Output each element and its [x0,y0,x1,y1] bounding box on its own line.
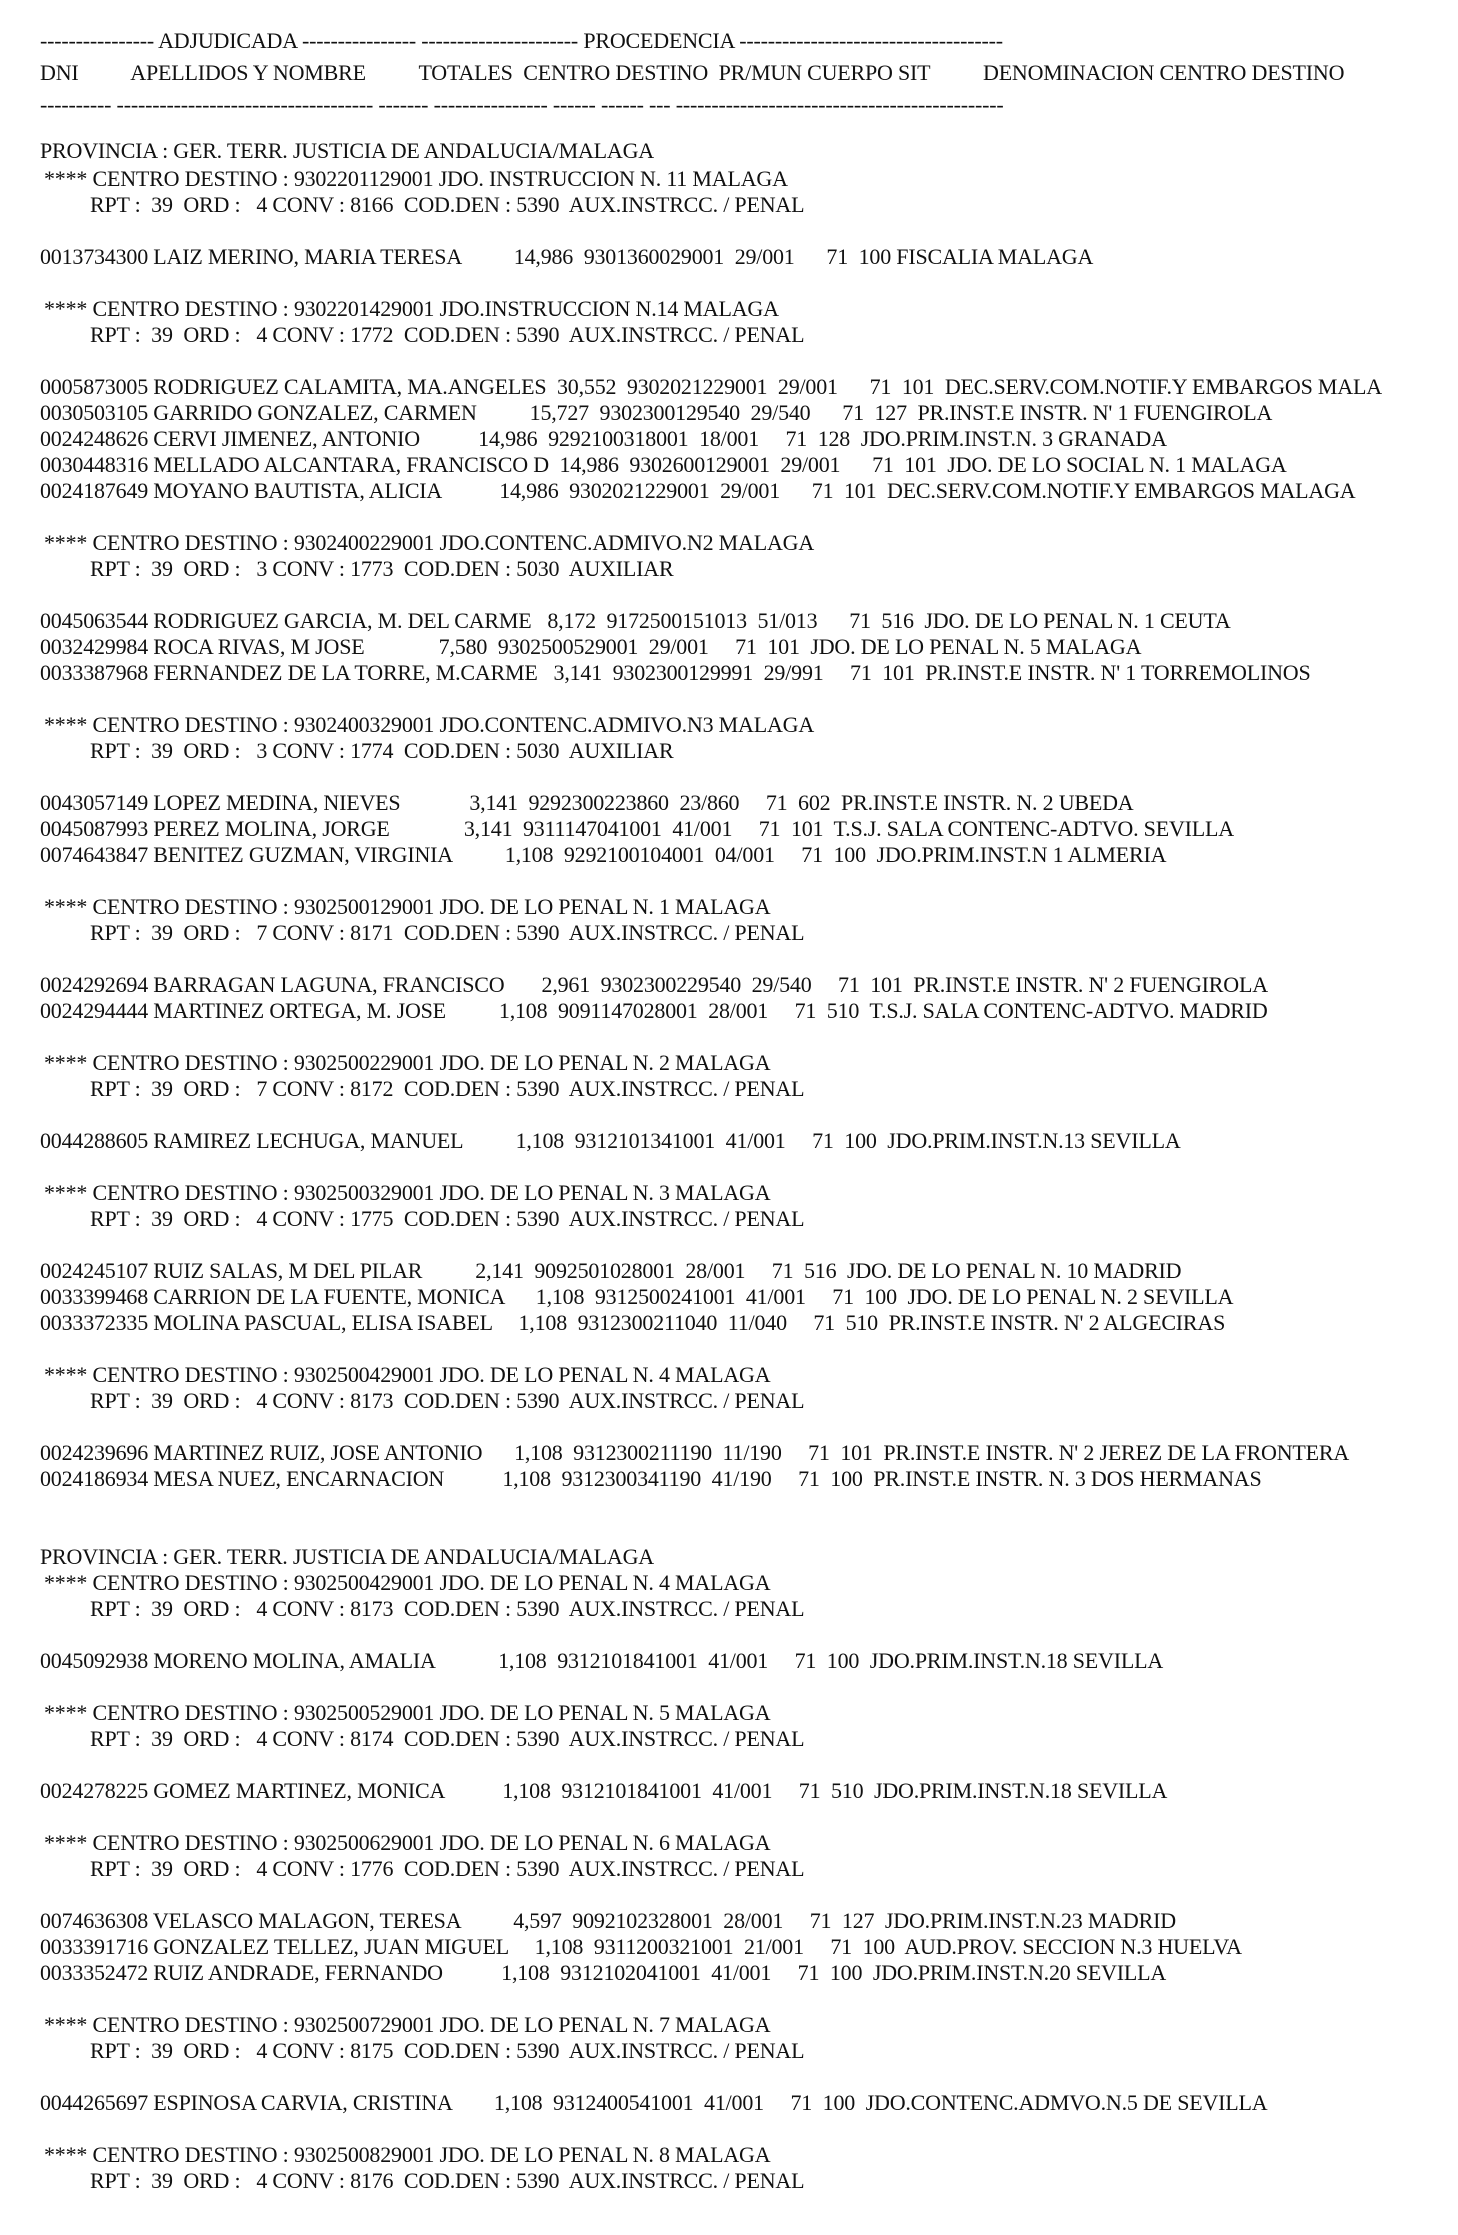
record-row: 0033352472 RUIZ ANDRADE, FERNANDO 1,108 9312102041001 41/001 71 100 JDO.PRIM.INST.N.20 SEVILLA [40,1960,1167,1985]
record-row: 0030503105 GARRIDO GONZALEZ, CARMEN 15,727 9302300129540 29/540 71 127 PR.INST.E INSTR. N' 1 FUENGIROLA [40,400,1273,425]
record-row: 0033372335 MOLINA PASCUAL, ELISA ISABEL 1,108 9312300211040 11/040 71 510 PR.INST.E INSTR. N' 2 ALGECIRAS [40,1310,1226,1335]
centro-destino-line: **** CENTRO DESTINO : 9302500629001 JDO. DE LO PENAL N. 6 MALAGA [44,1830,771,1855]
centro-destino-line: **** CENTRO DESTINO : 9302500229001 JDO. DE LO PENAL N. 2 MALAGA [44,1050,771,1075]
record-row: 0024248626 CERVI JIMENEZ, ANTONIO 14,986 9292100318001 18/001 71 128 JDO.PRIM.INST.N. 3 GRANADA [40,426,1167,451]
record-row: 0045092938 MORENO MOLINA, AMALIA 1,108 9312101841001 41/001 71 100 JDO.PRIM.INST.N.18 SEVILLA [40,1648,1164,1673]
record-row: 0030448316 MELLADO ALCANTARA, FRANCISCO D 14,986 9302600129001 29/001 71 101 JDO. DE LO SOCIAL N. 1 MALAGA [40,452,1287,477]
centro-destino-line: **** CENTRO DESTINO : 9302500829001 JDO. DE LO PENAL N. 8 MALAGA [44,2142,771,2167]
record-row: 0032429984 ROCA RIVAS, M JOSE 7,580 9302500529001 29/001 71 101 JDO. DE LO PENAL N. 5 MALAGA [40,634,1142,659]
centro-destino-line: **** CENTRO DESTINO : 9302500529001 JDO. DE LO PENAL N. 5 MALAGA [44,1700,771,1725]
record-row: 0024292694 BARRAGAN LAGUNA, FRANCISCO 2,961 9302300229540 29/540 71 101 PR.INST.E INSTR. N' 2 FUENGIROLA [40,972,1268,997]
centro-destino-line: **** CENTRO DESTINO : 9302500429001 JDO. DE LO PENAL N. 4 MALAGA [44,1362,771,1387]
rpt-line: RPT : 39 ORD : 4 CONV : 8173 COD.DEN : 5390 AUX.INSTRCC. / PENAL [90,1388,805,1413]
record-row: 0045087993 PEREZ MOLINA, JORGE 3,141 9311147041001 41/001 71 101 T.S.J. SALA CONTENC-ADTVO. SEVILLA [40,816,1234,841]
record-row: 0024239696 MARTINEZ RUIZ, JOSE ANTONIO 1,108 9312300211190 11/190 71 101 PR.INST.E INSTR. N' 2 JEREZ DE LA FRONTERA [40,1440,1350,1465]
record-row: 0024294444 MARTINEZ ORTEGA, M. JOSE 1,108 9091147028001 28/001 71 510 T.S.J. SALA CONTENC-ADTVO. MADRID [40,998,1268,1023]
centro-destino-line: **** CENTRO DESTINO : 9302400229001 JDO.CONTENC.ADMIVO.N2 MALAGA [44,530,815,555]
rpt-line: RPT : 39 ORD : 4 CONV : 8166 COD.DEN : 5390 AUX.INSTRCC. / PENAL [90,192,805,217]
record-row: 0044265697 ESPINOSA CARVIA, CRISTINA 1,108 9312400541001 41/001 71 100 JDO.CONTENC.ADMVO.N.5 DE SEVILLA [40,2090,1268,2115]
record-row: 0074643847 BENITEZ GUZMAN, VIRGINIA 1,108 9292100104001 04/001 71 100 JDO.PRIM.INST.N 1 ALMERIA [40,842,1167,867]
record-row: 0024245107 RUIZ SALAS, M DEL PILAR 2,141 9092501028001 28/001 71 516 JDO. DE LO PENAL N. 10 MADRID [40,1258,1182,1283]
centro-destino-line: **** CENTRO DESTINO : 9302201429001 JDO.INSTRUCCION N.14 MALAGA [44,296,779,321]
record-row: 0045063544 RODRIGUEZ GARCIA, M. DEL CARME 8,172 9172500151013 51/013 71 516 JDO. DE LO PENAL N. 1 CEUTA [40,608,1231,633]
rpt-line: RPT : 39 ORD : 3 CONV : 1774 COD.DEN : 5030 AUXILIAR [90,738,674,763]
record-row: 0024186934 MESA NUEZ, ENCARNACION 1,108 9312300341190 41/190 71 100 PR.INST.E INSTR. N. 3 DOS HERMANAS [40,1466,1262,1491]
centro-destino-line: **** CENTRO DESTINO : 9302201129001 JDO. INSTRUCCION N. 11 MALAGA [44,166,788,191]
rpt-line: RPT : 39 ORD : 7 CONV : 8172 COD.DEN : 5390 AUX.INSTRCC. / PENAL [90,1076,805,1101]
centro-destino-line: **** CENTRO DESTINO : 9302500129001 JDO. DE LO PENAL N. 1 MALAGA [44,894,771,919]
record-row: 0044288605 RAMIREZ LECHUGA, MANUEL 1,108 9312101341001 41/001 71 100 JDO.PRIM.INST.N.13 SEVILLA [40,1128,1181,1153]
header-rule-top: ---------------- ADJUDICADA ---------------- ---------------------- PROCEDENCIA ------------------------------------- [40,28,1003,53]
rpt-line: RPT : 39 ORD : 4 CONV : 1775 COD.DEN : 5390 AUX.INSTRCC. / PENAL [90,1206,805,1231]
record-row: 0013734300 LAIZ MERINO, MARIA TERESA 14,986 9301360029001 29/001 71 100 FISCALIA MALAGA [40,244,1094,269]
rpt-line: RPT : 39 ORD : 4 CONV : 1772 COD.DEN : 5390 AUX.INSTRCC. / PENAL [90,322,805,347]
rpt-line: RPT : 39 ORD : 4 CONV : 1776 COD.DEN : 5390 AUX.INSTRCC. / PENAL [90,1856,805,1881]
record-row: 0024278225 GOMEZ MARTINEZ, MONICA 1,108 9312101841001 41/001 71 510 JDO.PRIM.INST.N.18 SEVILLA [40,1778,1168,1803]
centro-destino-line: **** CENTRO DESTINO : 9302500329001 JDO. DE LO PENAL N. 3 MALAGA [44,1180,771,1205]
record-row: 0043057149 LOPEZ MEDINA, NIEVES 3,141 9292300223860 23/860 71 602 PR.INST.E INSTR. N. 2 UBEDA [40,790,1134,815]
centro-destino-line: **** CENTRO DESTINO : 9302500729001 JDO. DE LO PENAL N. 7 MALAGA [44,2012,771,2037]
centro-destino-line: **** CENTRO DESTINO : 9302500429001 JDO. DE LO PENAL N. 4 MALAGA [44,1570,771,1595]
province-heading: PROVINCIA : GER. TERR. JUSTICIA DE ANDALUCIA/MALAGA [40,138,654,163]
record-row: 0074636308 VELASCO MALAGON, TERESA 4,597 9092102328001 28/001 71 127 JDO.PRIM.INST.N.23 MADRID [40,1908,1176,1933]
header-rule-bottom: ---------- ------------------------------------ ------- ---------------- ------ ------ --- ---------------------------------------------- [40,92,1004,117]
centro-destino-line: **** CENTRO DESTINO : 9302400329001 JDO.CONTENC.ADMIVO.N3 MALAGA [44,712,815,737]
rpt-line: RPT : 39 ORD : 4 CONV : 8173 COD.DEN : 5390 AUX.INSTRCC. / PENAL [90,1596,805,1621]
province-heading: PROVINCIA : GER. TERR. JUSTICIA DE ANDALUCIA/MALAGA [40,1544,654,1569]
column-headers: DNI APELLIDOS Y NOMBRE TOTALES CENTRO DESTINO PR/MUN CUERPO SIT DENOMINACION CENTRO DESTINO [40,60,1345,85]
rpt-line: RPT : 39 ORD : 4 CONV : 8175 COD.DEN : 5390 AUX.INSTRCC. / PENAL [90,2038,805,2063]
rpt-line: RPT : 39 ORD : 4 CONV : 8174 COD.DEN : 5390 AUX.INSTRCC. / PENAL [90,1726,805,1751]
rpt-line: RPT : 39 ORD : 4 CONV : 8176 COD.DEN : 5390 AUX.INSTRCC. / PENAL [90,2168,805,2193]
record-row: 0033399468 CARRION DE LA FUENTE, MONICA 1,108 9312500241001 41/001 71 100 JDO. DE LO PENAL N. 2 SEVILLA [40,1284,1234,1309]
record-row: 0024187649 MOYANO BAUTISTA, ALICIA 14,986 9302021229001 29/001 71 101 DEC.SERV.COM.NOTIF.Y EMBARGOS MALAGA [40,478,1356,503]
record-row: 0033391716 GONZALEZ TELLEZ, JUAN MIGUEL 1,108 9311200321001 21/001 71 100 AUD.PROV. SECCION N.3 HUELVA [40,1934,1242,1959]
rpt-line: RPT : 39 ORD : 7 CONV : 8171 COD.DEN : 5390 AUX.INSTRCC. / PENAL [90,920,805,945]
record-row: 0033387968 FERNANDEZ DE LA TORRE, M.CARME 3,141 9302300129991 29/991 71 101 PR.INST.E INSTR. N' 1 TORREMOLINOS [40,660,1311,685]
rpt-line: RPT : 39 ORD : 3 CONV : 1773 COD.DEN : 5030 AUXILIAR [90,556,674,581]
record-row: 0005873005 RODRIGUEZ CALAMITA, MA.ANGELES 30,552 9302021229001 29/001 71 101 DEC.SERV.COM.NOTIF.Y EMBARGOS MALA [40,374,1382,399]
